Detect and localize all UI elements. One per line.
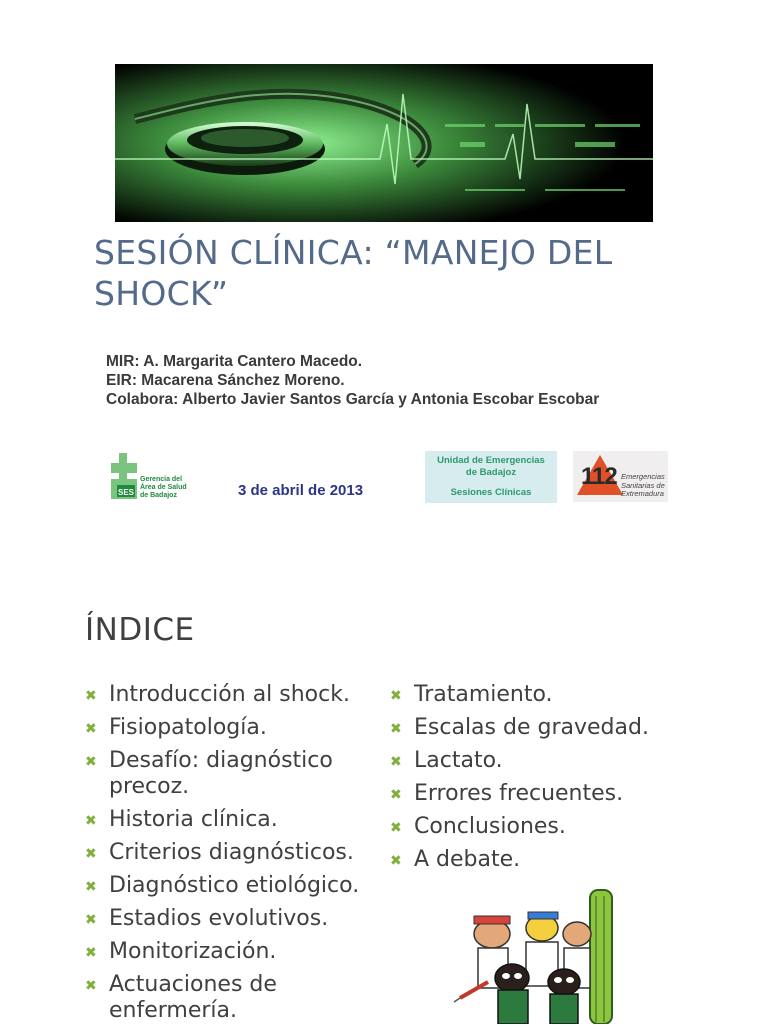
emergencias-text-line: Extremadura — [621, 489, 664, 498]
index-item — [85, 906, 395, 932]
index-item — [85, 972, 395, 1024]
index-item-label: Diagnóstico etiológico. — [109, 873, 360, 898]
x-bullet-icon: ✖ — [390, 721, 402, 737]
index-list-right — [390, 682, 710, 880]
unit-line: Sesiones Clínicas — [450, 487, 532, 498]
doctors-cartoon-image — [452, 886, 642, 1024]
ses-text-line: de Badajoz — [140, 492, 177, 499]
session-date: 3 de abril de 2013 — [238, 482, 364, 499]
ses-text-line: Gerencia del — [140, 476, 183, 483]
x-bullet-icon: ✖ — [85, 846, 97, 862]
index-item-label: Desafío: diagnóstico precoz. — [109, 748, 333, 799]
index-item-label: Actuaciones de enfermería. — [109, 972, 277, 1023]
index-item — [85, 807, 395, 833]
x-bullet-icon: ✖ — [85, 688, 97, 704]
x-bullet-icon: ✖ — [85, 813, 97, 829]
x-bullet-icon: ✖ — [85, 879, 97, 895]
index-item — [85, 939, 395, 965]
ses-logo — [109, 451, 191, 501]
index-item-label: Tratamiento. — [414, 682, 553, 707]
index-item — [85, 682, 395, 708]
index-item — [85, 873, 395, 899]
index-item-label: Monitorización. — [109, 939, 277, 964]
x-bullet-icon: ✖ — [390, 820, 402, 836]
authors-block — [106, 352, 726, 409]
index-item-label: Errores frecuentes. — [414, 781, 624, 806]
index-item — [390, 682, 710, 708]
emergencias-text — [621, 473, 665, 499]
x-bullet-icon: ✖ — [85, 721, 97, 737]
x-bullet-icon: ✖ — [85, 912, 97, 928]
author-mir: MIR: A. Margarita Cantero Macedo. — [106, 353, 363, 370]
index-item-label: Lactato. — [414, 748, 503, 773]
stethoscope-banner-image — [115, 64, 653, 222]
ses-mark: SES — [117, 488, 135, 497]
index-item-label: Historia clínica. — [109, 807, 278, 832]
emergencias-text-line: Emergencias — [621, 472, 665, 481]
index-item — [85, 748, 395, 800]
index-item — [85, 840, 395, 866]
index-item — [390, 781, 710, 807]
x-bullet-icon: ✖ — [390, 853, 402, 869]
author-eir: EIR: Macarena Sánchez Moreno. — [106, 372, 345, 389]
index-item-label: A debate. — [414, 847, 521, 872]
index-item — [390, 847, 710, 873]
number-112: 112 — [581, 463, 617, 490]
index-item-label: Conclusiones. — [414, 814, 566, 839]
x-bullet-icon: ✖ — [85, 978, 97, 994]
unit-line: de Badajoz — [465, 467, 517, 478]
index-item — [85, 715, 395, 741]
index-item — [390, 715, 710, 741]
index-list-left — [85, 682, 395, 1031]
index-item-label: Fisiopatología. — [109, 715, 267, 740]
ses-text-line: Área de Salud — [140, 484, 187, 491]
index-item-label: Escalas de gravedad. — [414, 715, 649, 740]
x-bullet-icon: ✖ — [85, 945, 97, 961]
x-bullet-icon: ✖ — [390, 787, 402, 803]
index-item-label: Introducción al shock. — [109, 682, 350, 707]
emergencias-text-line: Sanitarias de — [621, 480, 665, 490]
index-item-label: Criterios diagnósticos. — [109, 840, 354, 865]
emergency-unit-logo — [425, 451, 557, 503]
author-collaborators: Colabora: Alberto Javier Santos García y Antonia Escobar Escobar — [106, 391, 600, 408]
ses-logo-text — [140, 476, 187, 500]
unit-line: Unidad de Emergencias — [437, 455, 545, 466]
index-item — [390, 748, 710, 774]
x-bullet-icon: ✖ — [390, 688, 402, 704]
slide-title: SESIÓN CLÍNICA: “MANEJO DEL SHOCK” — [94, 233, 613, 313]
emergencias-112-logo — [573, 451, 668, 502]
x-bullet-icon: ✖ — [390, 754, 402, 770]
index-item — [390, 814, 710, 840]
index-title: ÍNDICE — [85, 612, 195, 648]
x-bullet-icon: ✖ — [85, 754, 97, 770]
index-item-label: Estadios evolutivos. — [109, 906, 329, 931]
